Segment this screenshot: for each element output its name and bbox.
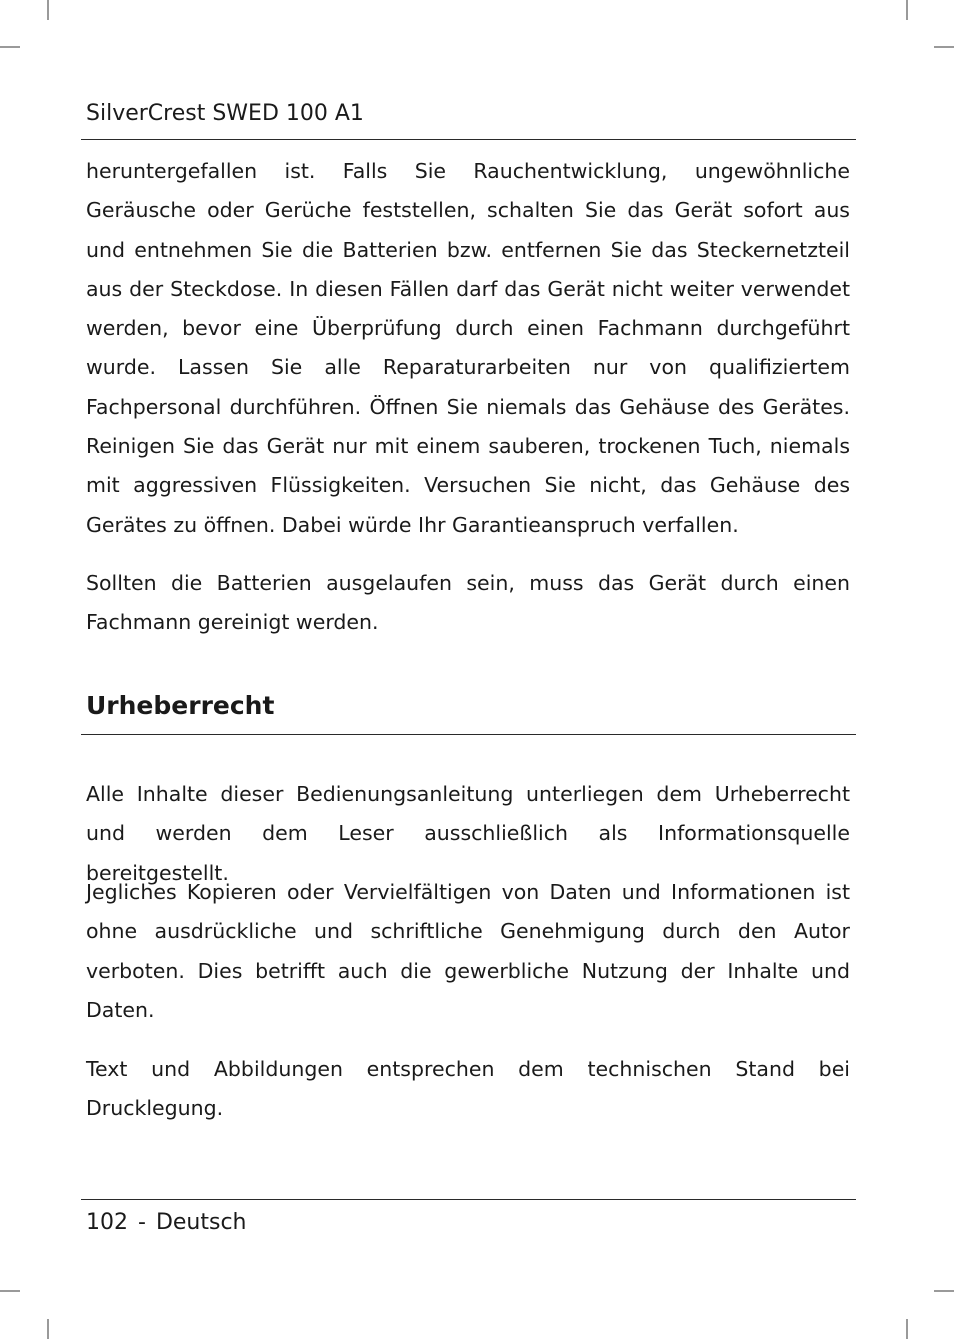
footer-separator: - — [138, 1210, 146, 1235]
page-footer — [86, 1208, 247, 1238]
crop-mark — [934, 46, 954, 48]
header-rule — [81, 139, 856, 140]
section-paragraph-3: Text und Abbildungen entsprechen dem technischen Stand bei Drucklegung. — [86, 1057, 850, 1121]
body-paragraph-1: heruntergefallen ist. Falls Sie Rauchentwicklung, ungewöhnliche Geräusche oder Gerüche feststellen, schalten Sie das Gerät sofort aus und entnehmen Sie die Batterien bzw. entfernen Sie das Steckernetzteil aus der Steckdose. In diesen Fällen darf das Gerät nicht weiter verwendet werden, bevor eine Überprüfung durch einen Fachmann durchgeführt wurde. Lassen Sie alle Reparaturarbeiten nur von qualifiziertem Fachpersonal durchführen. Öffnen Sie niemals das Gehäuse des Gerätes. Reinigen Sie das Gerät nur mit einem sauberen, trockenen Tuch, niemals mit aggressiven Flüssigkeiten. Versuchen Sie nicht, das Gehäuse des Gerätes zu öffnen. Dabei würde Ihr Garantieanspruch verfallen. — [86, 159, 850, 537]
footer-rule — [81, 1199, 856, 1200]
section-paragraph-1: Alle Inhalte dieser Bedienungsanleitung unterliegen dem Urheberrecht und werden dem Leser ausschließlich als Informationsquelle bereitgestellt. — [86, 782, 850, 885]
crop-mark — [0, 1290, 20, 1292]
crop-mark — [47, 0, 49, 20]
crop-mark — [906, 1319, 908, 1339]
section-heading: Urheberrecht — [86, 691, 275, 720]
body-paragraph-2: Sollten die Batterien ausgelaufen sein, muss das Gerät durch einen Fachmann gereinigt werden. — [86, 571, 850, 635]
page-number: 102 — [86, 1210, 128, 1235]
section-paragraph-2: Jegliches Kopieren oder Vervielfältigen von Daten und Informationen ist ohne ausdrückliche und schriftliche Genehmigung durch den Autor verboten. Dies betrifft auch die gewerbliche Nutzung der Inhalte und Daten. — [86, 880, 850, 1022]
crop-mark — [906, 0, 908, 20]
crop-mark — [934, 1290, 954, 1292]
crop-mark — [47, 1319, 49, 1339]
footer-language: Deutsch — [155, 1210, 247, 1235]
running-header-title: SilverCrest SWED 100 A1 — [86, 101, 364, 126]
crop-mark — [0, 46, 20, 48]
section-heading-rule — [81, 734, 856, 735]
